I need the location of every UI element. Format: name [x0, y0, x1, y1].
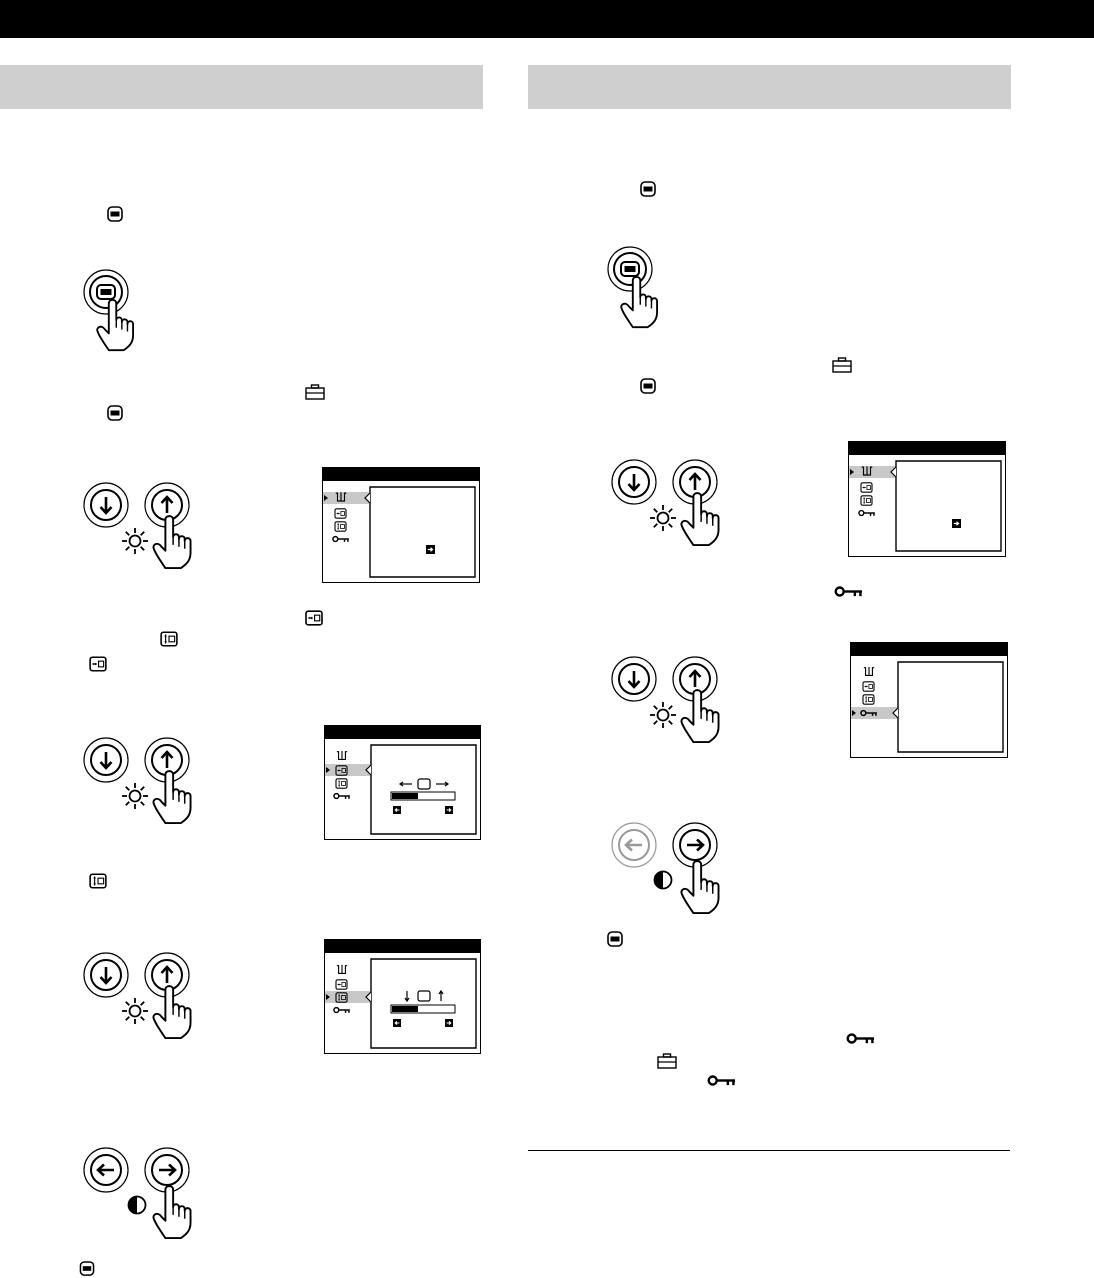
vertical-size-icon: [89, 873, 107, 889]
key-icon: [834, 585, 864, 598]
section-divider: [528, 1150, 1010, 1151]
osd-menu-horizontal-size-selected: [324, 725, 481, 840]
hand-pressing-right-button-icon: [82, 1143, 222, 1248]
hand-pressing-up-button-icon: [610, 652, 750, 747]
hand-pressing-up-button-icon: [610, 455, 750, 550]
toolbox-icon: [305, 384, 325, 400]
menu-icon: [640, 181, 656, 197]
horizontal-size-icon: [304, 610, 324, 626]
left-section-header: [0, 65, 483, 109]
menu-icon: [79, 1261, 95, 1276]
menu-icon: [107, 405, 123, 421]
toolbox-icon: [657, 1053, 677, 1069]
osd-menu-lock-selected: [850, 642, 1008, 758]
toolbox-icon: [832, 357, 852, 373]
hand-pressing-menu-button-icon: [606, 245, 676, 335]
hand-pressing-menu-button-icon: [82, 268, 152, 358]
menu-icon: [107, 206, 123, 222]
horizontal-size-icon: [89, 656, 107, 672]
hand-pressing-up-button-icon: [82, 948, 222, 1043]
osd-menu-vertical-size-selected: [324, 939, 481, 1054]
top-title-bar: [0, 0, 1094, 38]
hand-pressing-up-button-icon: [82, 733, 222, 828]
menu-icon: [607, 931, 623, 947]
osd-menu-geometry-selected: [848, 441, 1006, 557]
hand-pressing-right-button-icon: [610, 818, 750, 923]
vertical-size-icon: [160, 631, 178, 647]
right-section-header: [528, 65, 1011, 109]
key-icon: [707, 1074, 737, 1087]
hand-pressing-up-button-icon: [82, 478, 222, 573]
menu-icon: [640, 378, 656, 394]
osd-menu-geometry-selected: [322, 467, 480, 583]
key-icon: [846, 1032, 876, 1045]
